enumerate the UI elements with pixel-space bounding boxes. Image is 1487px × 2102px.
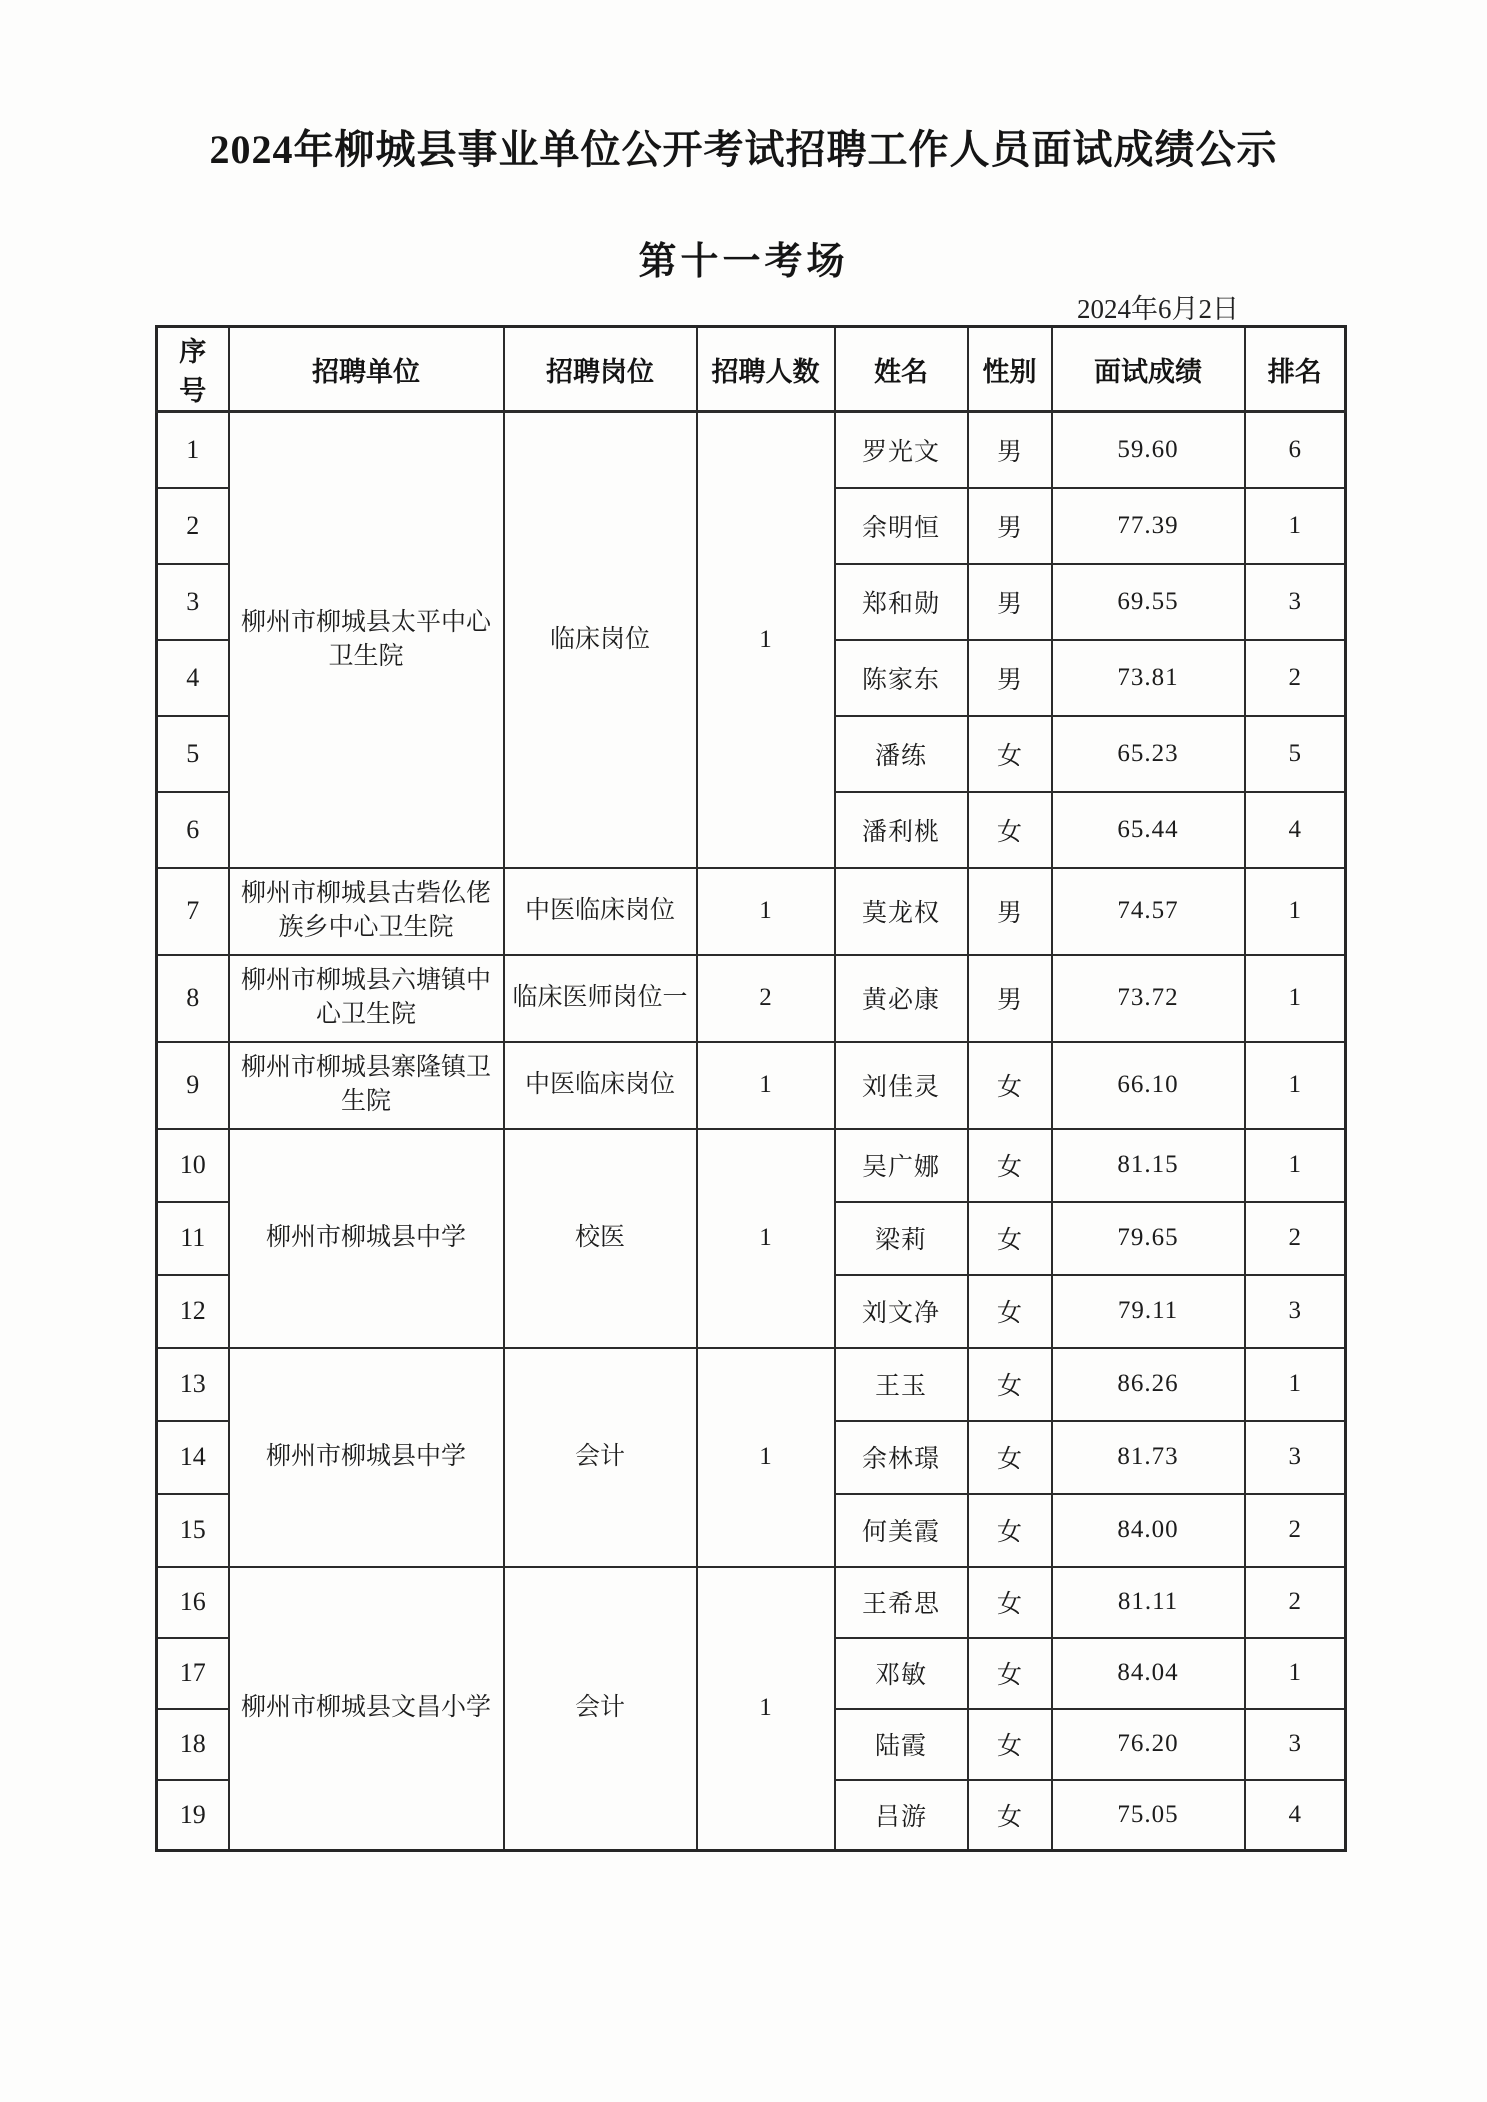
seq-cell: 4 bbox=[157, 640, 229, 716]
score-cell: 84.04 bbox=[1052, 1638, 1245, 1709]
gender-cell: 女 bbox=[968, 1780, 1052, 1851]
name-cell: 刘文净 bbox=[835, 1275, 968, 1348]
post-cell: 临床医师岗位一 bbox=[504, 955, 697, 1042]
name-cell: 吴广娜 bbox=[835, 1129, 968, 1202]
seq-cell: 10 bbox=[157, 1129, 229, 1202]
rank-cell: 6 bbox=[1245, 412, 1346, 488]
name-cell: 陈家东 bbox=[835, 640, 968, 716]
seq-cell: 15 bbox=[157, 1494, 229, 1567]
openings-cell: 2 bbox=[697, 955, 835, 1042]
gender-cell: 女 bbox=[968, 1494, 1052, 1567]
name-cell: 黄必康 bbox=[835, 955, 968, 1042]
header-rank: 排名 bbox=[1245, 327, 1346, 412]
post-cell: 会计 bbox=[504, 1348, 697, 1567]
gender-cell: 男 bbox=[968, 955, 1052, 1042]
seq-cell: 1 bbox=[157, 412, 229, 488]
gender-cell: 男 bbox=[968, 488, 1052, 564]
score-cell: 74.57 bbox=[1052, 868, 1245, 955]
score-cell: 75.05 bbox=[1052, 1780, 1245, 1851]
post-cell: 会计 bbox=[504, 1567, 697, 1851]
name-cell: 郑和勋 bbox=[835, 564, 968, 640]
openings-cell: 1 bbox=[697, 1348, 835, 1567]
score-cell: 76.20 bbox=[1052, 1709, 1245, 1780]
unit-cell: 柳州市柳城县古砦仫佬族乡中心卫生院 bbox=[229, 868, 504, 955]
gender-cell: 女 bbox=[968, 1348, 1052, 1421]
name-cell: 邓敏 bbox=[835, 1638, 968, 1709]
post-cell: 中医临床岗位 bbox=[504, 1042, 697, 1129]
table-row bbox=[157, 1348, 1346, 1421]
gender-cell: 女 bbox=[968, 1638, 1052, 1709]
seq-cell: 8 bbox=[157, 955, 229, 1042]
table-row bbox=[157, 868, 1346, 955]
seq-cell: 13 bbox=[157, 1348, 229, 1421]
rank-cell: 2 bbox=[1245, 1202, 1346, 1275]
rank-cell: 3 bbox=[1245, 1421, 1346, 1494]
header-score: 面试成绩 bbox=[1052, 327, 1245, 412]
score-cell: 65.23 bbox=[1052, 716, 1245, 792]
unit-cell: 柳州市柳城县中学 bbox=[229, 1348, 504, 1567]
gender-cell: 女 bbox=[968, 716, 1052, 792]
rank-cell: 1 bbox=[1245, 488, 1346, 564]
openings-cell: 1 bbox=[697, 1567, 835, 1851]
unit-cell: 柳州市柳城县文昌小学 bbox=[229, 1567, 504, 1851]
unit-cell: 柳州市柳城县六塘镇中心卫生院 bbox=[229, 955, 504, 1042]
gender-cell: 女 bbox=[968, 1421, 1052, 1494]
name-cell: 陆霞 bbox=[835, 1709, 968, 1780]
rank-cell: 1 bbox=[1245, 1638, 1346, 1709]
unit-cell: 柳州市柳城县寨隆镇卫生院 bbox=[229, 1042, 504, 1129]
seq-cell: 3 bbox=[157, 564, 229, 640]
score-cell: 81.73 bbox=[1052, 1421, 1245, 1494]
gender-cell: 女 bbox=[968, 1567, 1052, 1638]
score-cell: 66.10 bbox=[1052, 1042, 1245, 1129]
interview-results-table bbox=[155, 325, 1347, 1852]
header-seq: 序号 bbox=[157, 327, 229, 412]
gender-cell: 女 bbox=[968, 1042, 1052, 1129]
seq-cell: 9 bbox=[157, 1042, 229, 1129]
gender-cell: 女 bbox=[968, 1275, 1052, 1348]
seq-cell: 16 bbox=[157, 1567, 229, 1638]
gender-cell: 男 bbox=[968, 564, 1052, 640]
gender-cell: 男 bbox=[968, 640, 1052, 716]
table-row bbox=[157, 412, 1346, 488]
seq-cell: 5 bbox=[157, 716, 229, 792]
header-name: 姓名 bbox=[835, 327, 968, 412]
rank-cell: 1 bbox=[1245, 868, 1346, 955]
seq-cell: 6 bbox=[157, 792, 229, 868]
score-cell: 79.11 bbox=[1052, 1275, 1245, 1348]
document-date: 2024年6月2日 bbox=[1077, 294, 1239, 324]
seq-cell: 19 bbox=[157, 1780, 229, 1851]
rank-cell: 4 bbox=[1245, 792, 1346, 868]
table-row bbox=[157, 1129, 1346, 1202]
unit-cell: 柳州市柳城县中学 bbox=[229, 1129, 504, 1348]
seq-cell: 18 bbox=[157, 1709, 229, 1780]
name-cell: 梁莉 bbox=[835, 1202, 968, 1275]
page-subtitle: 第十一考场 bbox=[638, 241, 849, 283]
header-unit: 招聘单位 bbox=[229, 327, 504, 412]
openings-cell: 1 bbox=[697, 1042, 835, 1129]
page-title: 2024年柳城县事业单位公开考试招聘工作人员面试成绩公示 bbox=[209, 127, 1278, 172]
rank-cell: 2 bbox=[1245, 1494, 1346, 1567]
score-cell: 77.39 bbox=[1052, 488, 1245, 564]
name-cell: 莫龙权 bbox=[835, 868, 968, 955]
rank-cell: 3 bbox=[1245, 1275, 1346, 1348]
name-cell: 余明恒 bbox=[835, 488, 968, 564]
score-cell: 81.15 bbox=[1052, 1129, 1245, 1202]
name-cell: 潘利桃 bbox=[835, 792, 968, 868]
post-cell: 临床岗位 bbox=[504, 412, 697, 868]
name-cell: 罗光文 bbox=[835, 412, 968, 488]
openings-cell: 1 bbox=[697, 868, 835, 955]
rank-cell: 1 bbox=[1245, 1129, 1346, 1202]
score-cell: 73.72 bbox=[1052, 955, 1245, 1042]
gender-cell: 女 bbox=[968, 1129, 1052, 1202]
name-cell: 王玉 bbox=[835, 1348, 968, 1421]
score-cell: 84.00 bbox=[1052, 1494, 1245, 1567]
unit-cell: 柳州市柳城县太平中心卫生院 bbox=[229, 412, 504, 868]
post-cell: 校医 bbox=[504, 1129, 697, 1348]
rank-cell: 1 bbox=[1245, 1042, 1346, 1129]
table-row bbox=[157, 1042, 1346, 1129]
header-gender: 性别 bbox=[968, 327, 1052, 412]
gender-cell: 男 bbox=[968, 412, 1052, 488]
rank-cell: 3 bbox=[1245, 564, 1346, 640]
score-cell: 81.11 bbox=[1052, 1567, 1245, 1638]
header-post: 招聘岗位 bbox=[504, 327, 697, 412]
rank-cell: 3 bbox=[1245, 1709, 1346, 1780]
table-row bbox=[157, 1567, 1346, 1638]
gender-cell: 女 bbox=[968, 1709, 1052, 1780]
name-cell: 王希思 bbox=[835, 1567, 968, 1638]
seq-cell: 7 bbox=[157, 868, 229, 955]
rank-cell: 2 bbox=[1245, 1567, 1346, 1638]
table-row bbox=[157, 955, 1346, 1042]
gender-cell: 女 bbox=[968, 792, 1052, 868]
openings-cell: 1 bbox=[697, 412, 835, 868]
seq-cell: 14 bbox=[157, 1421, 229, 1494]
header-openings: 招聘人数 bbox=[697, 327, 835, 412]
score-cell: 79.65 bbox=[1052, 1202, 1245, 1275]
rank-cell: 1 bbox=[1245, 955, 1346, 1042]
post-cell: 中医临床岗位 bbox=[504, 868, 697, 955]
rank-cell: 5 bbox=[1245, 716, 1346, 792]
seq-cell: 17 bbox=[157, 1638, 229, 1709]
rank-cell: 1 bbox=[1245, 1348, 1346, 1421]
rank-cell: 4 bbox=[1245, 1780, 1346, 1851]
name-cell: 何美霞 bbox=[835, 1494, 968, 1567]
seq-cell: 12 bbox=[157, 1275, 229, 1348]
seq-cell: 11 bbox=[157, 1202, 229, 1275]
seq-cell: 2 bbox=[157, 488, 229, 564]
name-cell: 潘练 bbox=[835, 716, 968, 792]
openings-cell: 1 bbox=[697, 1129, 835, 1348]
rank-cell: 2 bbox=[1245, 640, 1346, 716]
score-cell: 59.60 bbox=[1052, 412, 1245, 488]
gender-cell: 女 bbox=[968, 1202, 1052, 1275]
gender-cell: 男 bbox=[968, 868, 1052, 955]
score-cell: 86.26 bbox=[1052, 1348, 1245, 1421]
score-cell: 65.44 bbox=[1052, 792, 1245, 868]
name-cell: 余林璟 bbox=[835, 1421, 968, 1494]
table-header-row bbox=[157, 327, 1346, 412]
score-cell: 69.55 bbox=[1052, 564, 1245, 640]
score-cell: 73.81 bbox=[1052, 640, 1245, 716]
name-cell: 刘佳灵 bbox=[835, 1042, 968, 1129]
name-cell: 吕游 bbox=[835, 1780, 968, 1851]
table-body bbox=[157, 412, 1346, 1851]
